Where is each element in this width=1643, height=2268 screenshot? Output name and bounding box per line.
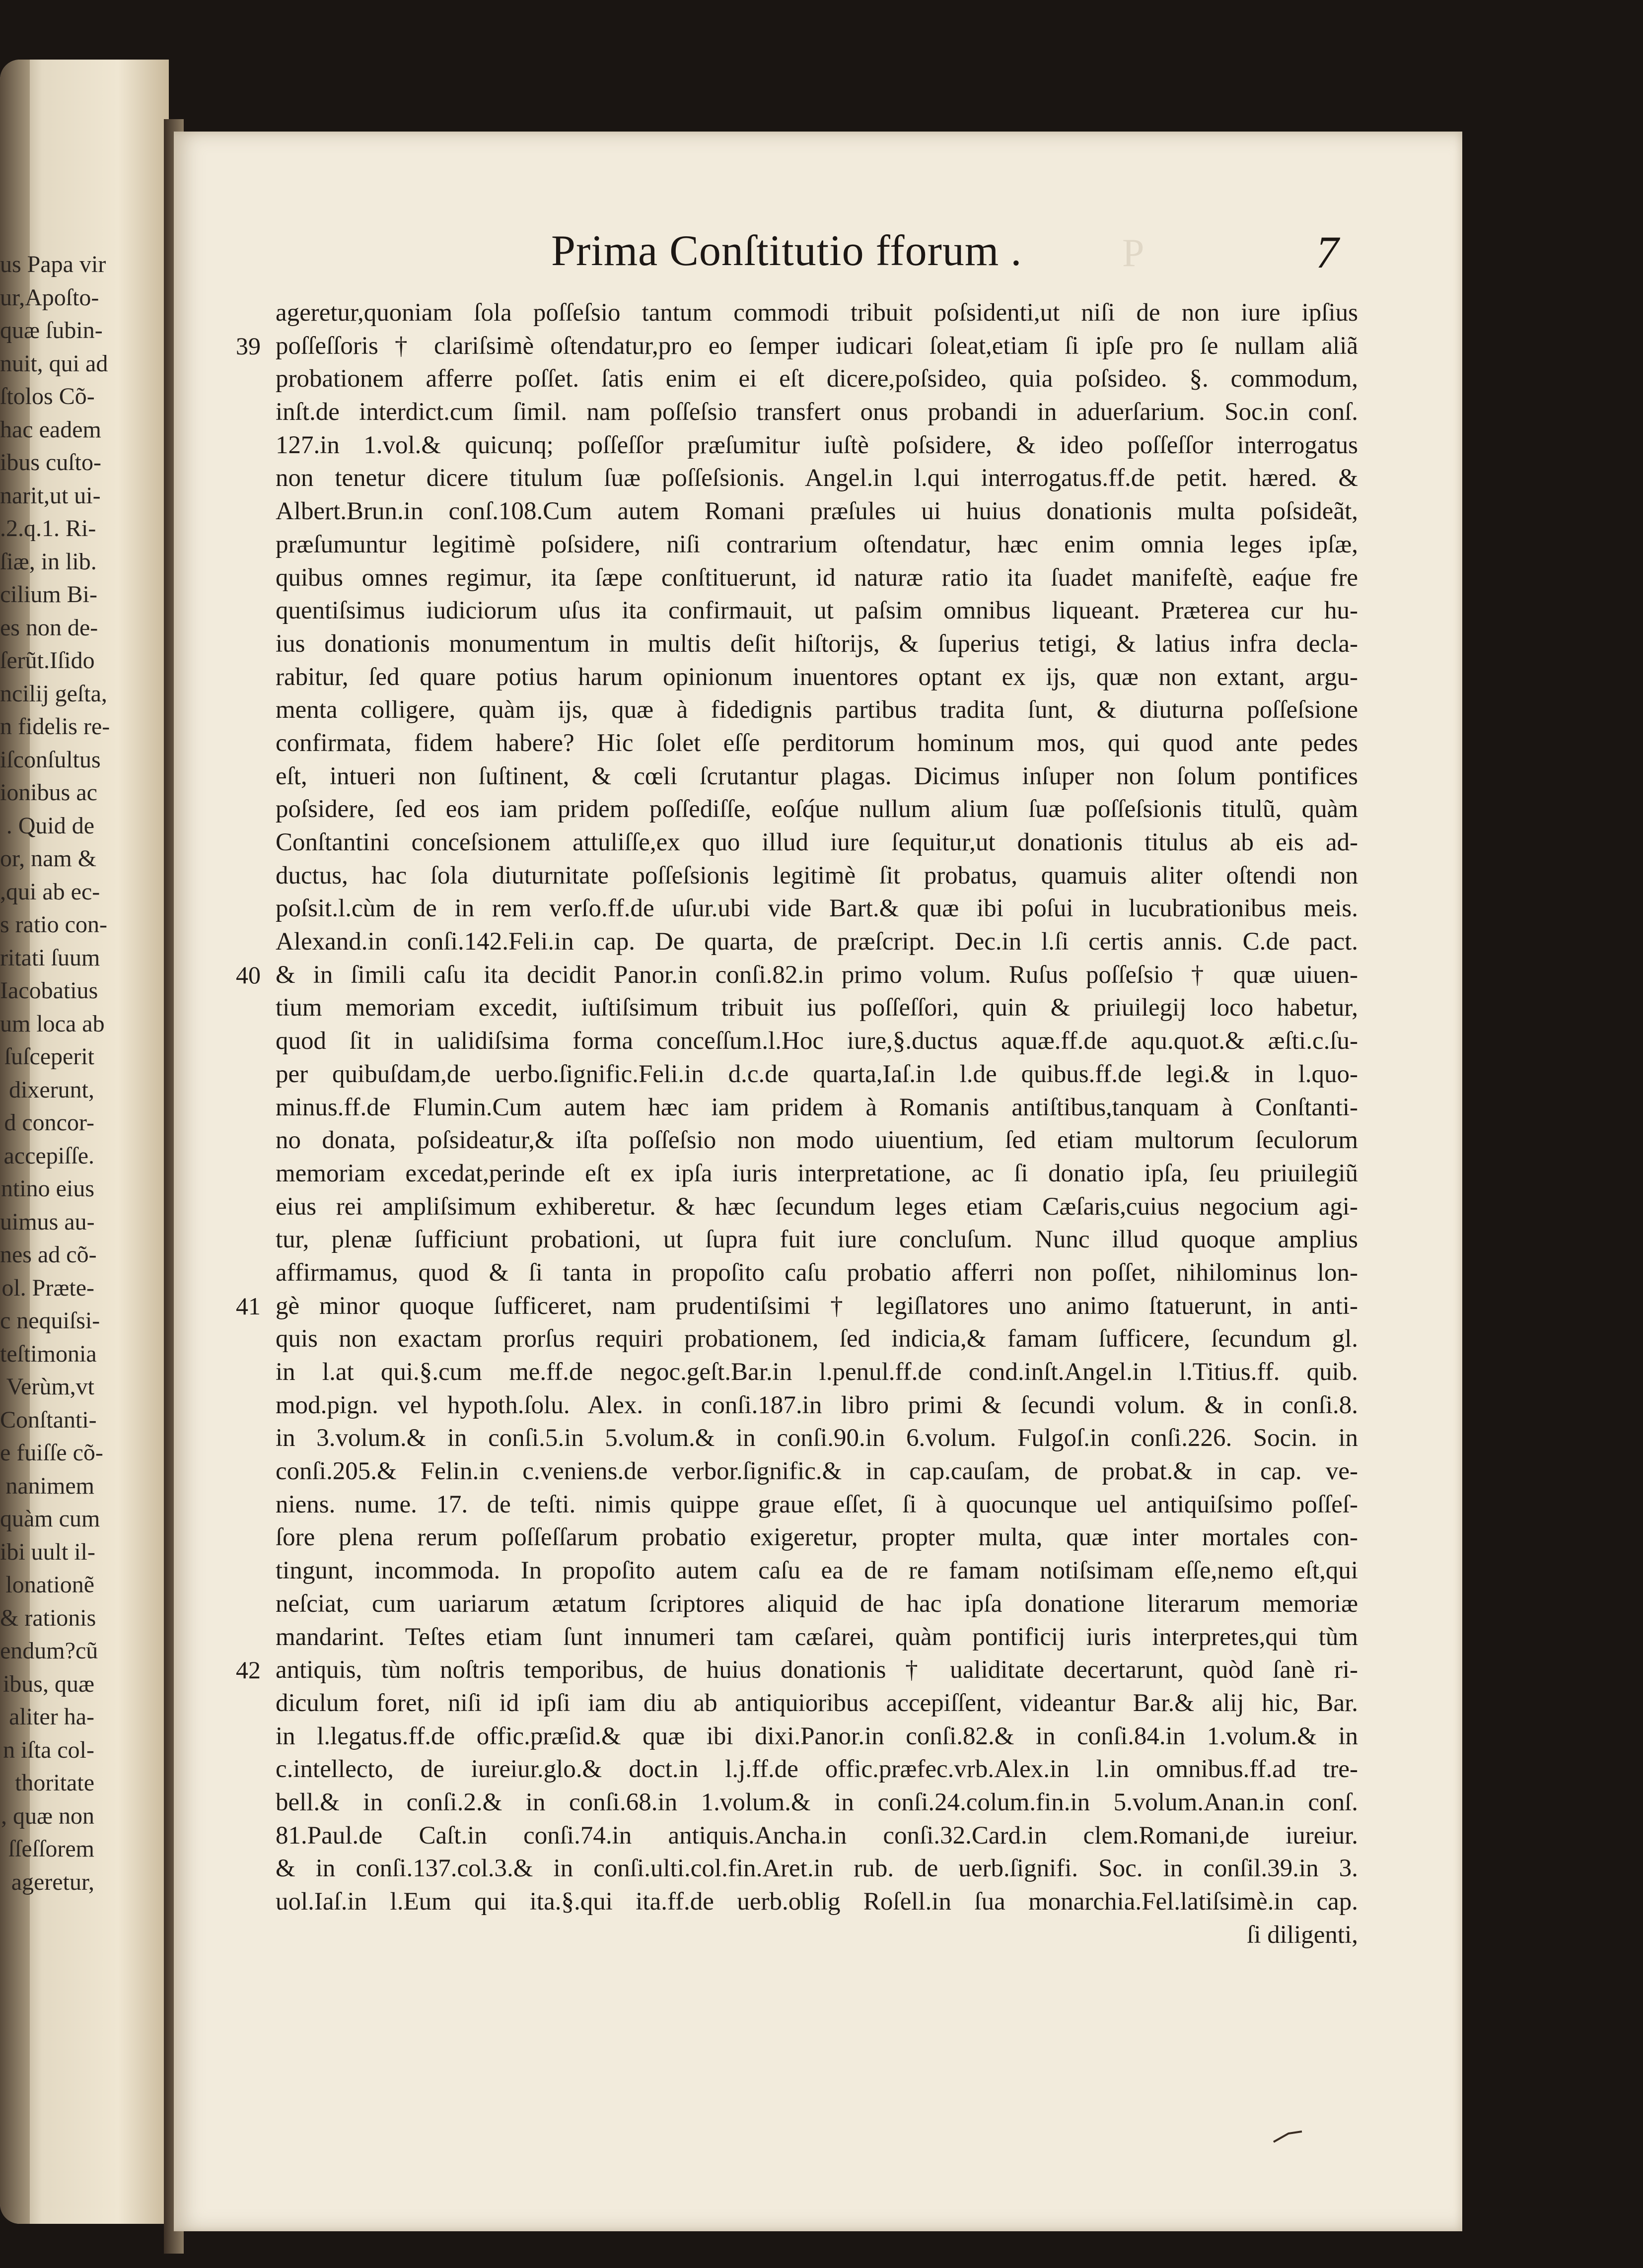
- line-text: neſciat, cum uariarum ætatum ſcriptores aliquid de hac ipſa donatione literarum memoriæ: [276, 1589, 1358, 1618]
- left-page-line: ntino eius: [1, 1175, 94, 1202]
- text-line: [276, 661, 1358, 694]
- ink-mark-icon: [1271, 2130, 1306, 2144]
- text-line: [276, 594, 1358, 627]
- text-line: [276, 1422, 1358, 1455]
- text-line: [276, 1554, 1358, 1587]
- left-page-line: teſtimonia: [0, 1340, 97, 1367]
- left-page-line: nanimem: [5, 1472, 94, 1499]
- line-text: uol.Iaſ.in l.Eum qui ita.§.qui ita.ff.de uerb.oblig Roſell.in ſua monarchia.Fel.latiſsimè.in cap.: [276, 1888, 1358, 1916]
- line-text: tium memoriam excedit, iuſtiſsimum tribuit ius poſſeſſori, quin & priuilegij loco habetur,: [276, 994, 1358, 1022]
- line-text: 127.in 1.vol.& quicunq; poſſeſſor præſumitur iuſtè poſsidere, & ideo poſſeſſor interrogatus: [276, 431, 1358, 459]
- left-page-line: nes ad cõ-: [0, 1241, 97, 1268]
- left-page-line: ſerũt.Iſido: [0, 647, 95, 674]
- text-line: [276, 1124, 1358, 1157]
- left-page-line: Iacobatius: [0, 977, 98, 1004]
- left-page-line: ſuſceperit: [4, 1043, 94, 1070]
- line-text: præſumuntur legitimè poſsidere, niſi contrarium oſtendatur, hæc enim omnia leges ipſæ,: [276, 530, 1358, 558]
- line-text: ductus, hac ſola diuturnitate poſſeſsionis legitimè ſit probatus, quamuis aliter oſtendi non: [276, 861, 1358, 890]
- left-page-line: ur,Apoſto-: [0, 284, 99, 311]
- left-page-line: dixerunt,: [9, 1076, 94, 1103]
- line-text: & in ſimili caſu ita decidit Panor.in conſi.82.in primo volum. Ruſus poſſeſsio † quæ uiuen-: [276, 961, 1358, 989]
- text-line: [276, 396, 1358, 429]
- text-line: [276, 495, 1358, 528]
- line-text: quibus omnes regimur, ita ſæpe conſtituerunt, id naturæ ratio ita ſuadet manifeſtè, eaq́ue fre: [276, 563, 1358, 592]
- text-line: [276, 693, 1358, 727]
- text-line: [276, 1091, 1358, 1124]
- line-text: non tenetur dicere titulum ſuæ poſſeſsionis. Angel.in l.qui interrogatus.ff.de petit. hæred. &: [276, 464, 1358, 492]
- text-line: [276, 1256, 1358, 1290]
- line-text: confirmata, fidem habere? Hic ſolet eſſe perditorum hominum mos, qui quod ante pedes: [276, 729, 1358, 757]
- text-line: [276, 528, 1358, 561]
- main-text-column: [236, 296, 1358, 1951]
- line-text: poſſeſſoris † clariſsimè oſtendatur,pro eo ſemper iudicari ſoleat,etiam ſi ipſe pro ſe nullam aliã: [276, 332, 1358, 360]
- left-page-line: c nequiſsi-: [0, 1307, 100, 1334]
- left-page-line: Conſtanti-: [0, 1406, 97, 1433]
- text-line: [276, 1058, 1358, 1091]
- left-page-line: narit,ut ui-: [0, 482, 101, 509]
- running-header: [551, 226, 1405, 285]
- text-line: [276, 627, 1358, 661]
- text-line: [276, 1356, 1358, 1389]
- text-line: [276, 826, 1358, 859]
- left-page-line: ,qui ab ec-: [0, 878, 100, 905]
- text-line: [276, 296, 1358, 330]
- line-text: Conſtantini conceſsionem attuliſſe,ex quo illud iure ſequitur,ut donationis titulus ab eis ad-: [276, 828, 1358, 856]
- left-page-line: ageretur,: [11, 1868, 94, 1895]
- left-page-line: & rationis: [0, 1604, 96, 1631]
- page-number: 7: [1316, 227, 1339, 277]
- line-text: eſt, intueri non ſuſtinent, & cœli ſcrutantur plagas. Dicimus inſuper non ſolum pontifices: [276, 762, 1358, 790]
- line-text: mandarint. Teſtes etiam ſunt innumeri tam cæſarei, quàm pontificij iuris interpretes,qui tùm: [276, 1623, 1358, 1651]
- left-page-line: aliter ha-: [9, 1704, 94, 1730]
- line-text: Albert.Brun.in conſ.108.Cum autem Romani præſules ui huius donationis multa poſsideãt,: [276, 497, 1358, 526]
- line-text: poſsit.l.cùm de in rem verſo.ff.de uſur.ubi vide Bart.& quæ ibi poſui in lucubrationibus meis.: [276, 894, 1358, 923]
- left-page-line: . Quid de: [6, 812, 94, 839]
- text-line: [276, 1488, 1358, 1521]
- left-page-text: [0, 248, 169, 1899]
- line-text: antiquis, tùm noſtris temporibus, de huius donationis † ualiditate decertarunt, quòd ſanè ri-: [276, 1656, 1358, 1684]
- text-line: [276, 1223, 1358, 1256]
- line-text: minus.ff.de Flumin.Cum autem hæc iam pridem à Romanis antiſtibus,tanquam à Conſtanti-: [276, 1093, 1358, 1121]
- margin-number: 39: [236, 332, 261, 360]
- left-page-line: n iſta col-: [3, 1736, 94, 1763]
- left-page-line: ſſeſſorem: [8, 1836, 94, 1862]
- line-text: ſi diligenti,: [1247, 1921, 1358, 1949]
- text-line: [276, 1389, 1358, 1422]
- text-line: [276, 760, 1358, 793]
- line-text: Alexand.in conſi.142.Feli.in cap. De quarta, de præſcript. Dec.in l.ſi certis annis. C.de pact.: [276, 928, 1358, 956]
- text-line: [276, 1157, 1358, 1190]
- left-page-line: d concor-: [4, 1109, 94, 1136]
- text-line: [276, 925, 1358, 959]
- left-page-line: nuit, qui ad: [0, 350, 108, 377]
- line-text: probationem afferre poſſet. ſatis enim ei eſt dicere,poſsideo, quia poſsideo. §. commodum,: [276, 365, 1358, 393]
- left-page-line: es non de-: [0, 614, 98, 641]
- text-line: [276, 1521, 1358, 1554]
- line-text: & in conſi.137.col.3.& in conſi.ulti.col.fin.Aret.in rub. de uerb.ſignifi. Soc. in conſil.39.in 3.: [276, 1855, 1358, 1883]
- text-line: [276, 429, 1358, 462]
- left-page-line: ſiæ, in lib.: [0, 548, 97, 575]
- left-page-line: ol. Præte-: [1, 1274, 94, 1301]
- line-text: mod.pign. vel hypoth.ſolu. Alex. in conſi.187.in libro primi & ſecundi volum. & in conſi.8.: [276, 1391, 1358, 1419]
- left-page-line: accepiſſe.: [3, 1142, 94, 1169]
- left-page-line: us Papa vir: [0, 251, 106, 277]
- text-line: [276, 1885, 1358, 1919]
- line-text: ſore plena rerum poſſeſſarum probatio exigeretur, propter multa, quæ inter mortales con-: [276, 1523, 1358, 1552]
- line-text: eius rei ampliſsimum exhiberetur. & hæc ſecundum leges etiam Cæſaris,cuius negocium agi-: [276, 1192, 1358, 1221]
- left-page-line: iſconſultus: [0, 746, 101, 773]
- line-text: niens. nume. 17. de teſti. nimis quippe graue eſſet, ſi à quocunque uel antiquiſsimo poſſeſ-: [276, 1490, 1358, 1518]
- text-line: [276, 1687, 1358, 1720]
- left-page-line: thoritate: [15, 1770, 94, 1796]
- margin-number: 42: [236, 1656, 261, 1684]
- text-line: [276, 1322, 1358, 1356]
- line-text: menta colligere, quàm ijs, quæ à fidedignis partibus tradita ſunt, & diuturna poſſeſsione: [276, 696, 1358, 724]
- text-line: [276, 1786, 1358, 1819]
- show-through-text: P: [1122, 231, 1144, 275]
- left-page-line: s ratio con-: [0, 911, 107, 938]
- left-page-line: ritati ſuum: [0, 944, 100, 971]
- line-text: per quibuſdam,de uerbo.ſignific.Feli.in d.c.de quarta,Iaſ.in l.de quibus.ff.de legi.& in l.quo-: [276, 1060, 1358, 1088]
- left-page-line: ibi uult il-: [0, 1538, 95, 1565]
- line-text: gè minor quoque ſufficeret, nam prudentiſsimi † legiſlatores uno animo ſtatuerunt, in anti-: [276, 1292, 1358, 1320]
- running-title: Prima Conſtitutio fforum .: [551, 227, 1022, 275]
- left-page-line: lonationẽ: [5, 1572, 94, 1598]
- line-text: conſi.205.& Felin.in c.veniens.de verbor.ſignific.& in cap.cauſam, de probat.& in cap. ve-: [276, 1457, 1358, 1486]
- text-line: [276, 1919, 1358, 1952]
- text-line: [276, 362, 1358, 396]
- left-page-line: Verùm,vt: [6, 1374, 94, 1400]
- line-text: no donata, poſsideatur,& iſta poſſeſsio non modo uiuentium, ſed etiam multorum ſeculorum: [276, 1126, 1358, 1155]
- text-line: [236, 330, 1358, 363]
- left-page-line: ncilij geſta,: [0, 680, 107, 707]
- text-line: [276, 727, 1358, 760]
- left-page-line: or, nam &: [0, 845, 97, 872]
- line-text: in l.legatus.ff.de offic.præſid.& quæ ibi dixi.Panor.in conſi.82.& in conſi.84.in 1.volum.& in: [276, 1722, 1358, 1750]
- left-page-line: .2.q.1. Ri-: [0, 515, 96, 542]
- left-page-line: n fidelis re-: [0, 713, 110, 740]
- line-text: affirmamus, quod & ſi tanta in propoſito caſu probatio afferri non poſſet, nihilominus lon-: [276, 1258, 1358, 1287]
- left-page-line: , quæ non: [0, 1802, 94, 1829]
- left-page-line: e fuiſſe cõ-: [0, 1440, 103, 1466]
- line-text: quentiſsimus iudiciorum uſus ita confirmauit, ut paſsim omnibus liqueant. Præterea cur hu-: [276, 597, 1358, 625]
- text-line: [276, 1819, 1358, 1853]
- text-line: [276, 1190, 1358, 1224]
- text-line: [236, 1290, 1358, 1323]
- line-text: tur, plenæ ſufficiunt probationi, ut ſupra fuit iure concluſum. Nunc illud quoque amplius: [276, 1226, 1358, 1254]
- line-text: 81.Paul.de Caſt.in conſi.74.in antiquis.Ancha.in conſi.32.Card.in clem.Romani,de iureiur.: [276, 1821, 1358, 1850]
- text-line: [276, 859, 1358, 893]
- text-line: [276, 462, 1358, 495]
- line-text: in 3.volum.& in conſi.5.in 5.volum.& in conſi.90.in 6.volum. Fulgoſ.in conſi.226. Socin. in: [276, 1424, 1358, 1452]
- margin-number: 41: [236, 1292, 261, 1320]
- line-text: ius donationis monumentum in multis deſit hiſtorijs, & ſuperius tetigi, & latius infra decla-: [276, 629, 1358, 658]
- line-text: memoriam excedat,perinde eſt ex ipſa iuris interpretatione, ac ſi donatio ipſa, ſeu priuilegiũ: [276, 1159, 1358, 1187]
- line-text: ageretur,quoniam ſola poſſeſsio tantum commodi tribuit poſsidenti,ut niſi de non iure ipſius: [276, 299, 1358, 327]
- left-page-line: um loca ab: [0, 1010, 105, 1037]
- left-page-line: ionibus ac: [0, 779, 97, 806]
- text-line: [276, 1455, 1358, 1488]
- left-page-line: ſtolos Cõ-: [0, 383, 95, 410]
- line-text: rabitur, ſed quare potius harum opinionum inuentores optant ex ijs, quæ non extant, argu-: [276, 663, 1358, 691]
- left-page-line: cilium Bi-: [0, 581, 97, 608]
- text-line: [276, 793, 1358, 826]
- left-page-line: quæ ſubin-: [0, 317, 103, 344]
- text-line: [276, 892, 1358, 925]
- text-line: [276, 1852, 1358, 1885]
- text-line: [236, 959, 1358, 992]
- text-line: [236, 1653, 1358, 1687]
- line-text: inſt.de interdict.cum ſimil. nam poſſeſsio transfert onus probandi in aduerſarium. Soc.in conſ.: [276, 398, 1358, 426]
- text-line: [276, 1025, 1358, 1058]
- line-text: quis non exactam prorſus requiri probationem, ſed indicia,& famam ſufficere, ſecundum gl.: [276, 1325, 1358, 1353]
- left-page-line: ibus, quæ: [2, 1670, 94, 1697]
- text-line: [276, 1753, 1358, 1786]
- left-page-line: uimus au-: [0, 1208, 95, 1235]
- line-text: quod ſit in ualidiſsima forma conceſſum.l.Hoc iure,§.ductus aquæ.ff.de aqu.quot.& æſti.c.ſu-: [276, 1027, 1358, 1055]
- text-line: [276, 991, 1358, 1025]
- line-text: diculum foret, niſi id ipſi iam diu ab antiquioribus accepiſſent, videantur Bar.& alij hic, Bar.: [276, 1689, 1358, 1717]
- margin-number: 40: [236, 961, 261, 989]
- left-page-line: quàm cum: [0, 1506, 100, 1532]
- line-text: c.intellecto, de iureiur.glo.& doct.in l.j.ff.de offic.præfec.vrb.Alex.in l.in omnibus.ff.ad tre-: [276, 1755, 1358, 1784]
- text-line: [276, 1720, 1358, 1753]
- line-text: in l.at qui.§.cum me.ff.de negoc.geſt.Bar.in l.penul.ff.de cond.inſt.Angel.in l.Titius.ff. quib.: [276, 1358, 1358, 1386]
- left-page-line: endum?cũ: [0, 1638, 98, 1664]
- left-page-line: ibus cuſto-: [0, 449, 101, 476]
- line-text: poſsidere, ſed eos iam pridem poſſediſſe, eoſq́ue nullum alium ſuæ poſſeſsionis titulũ, quàm: [276, 795, 1358, 824]
- left-page-line: hac eadem: [0, 416, 101, 443]
- text-line: [276, 1621, 1358, 1654]
- left-page: [0, 60, 169, 2224]
- text-line: [276, 1587, 1358, 1621]
- line-text: tingunt, incommoda. In propoſito autem caſu ea de re famam notiſsimam eſſe,nemo eſt,qui: [276, 1557, 1358, 1585]
- text-line: [276, 561, 1358, 595]
- line-text: bell.& in conſi.2.& in conſi.68.in 1.volum.& in conſi.24.colum.fin.in 5.volum.Anan.in conſ.: [276, 1788, 1358, 1816]
